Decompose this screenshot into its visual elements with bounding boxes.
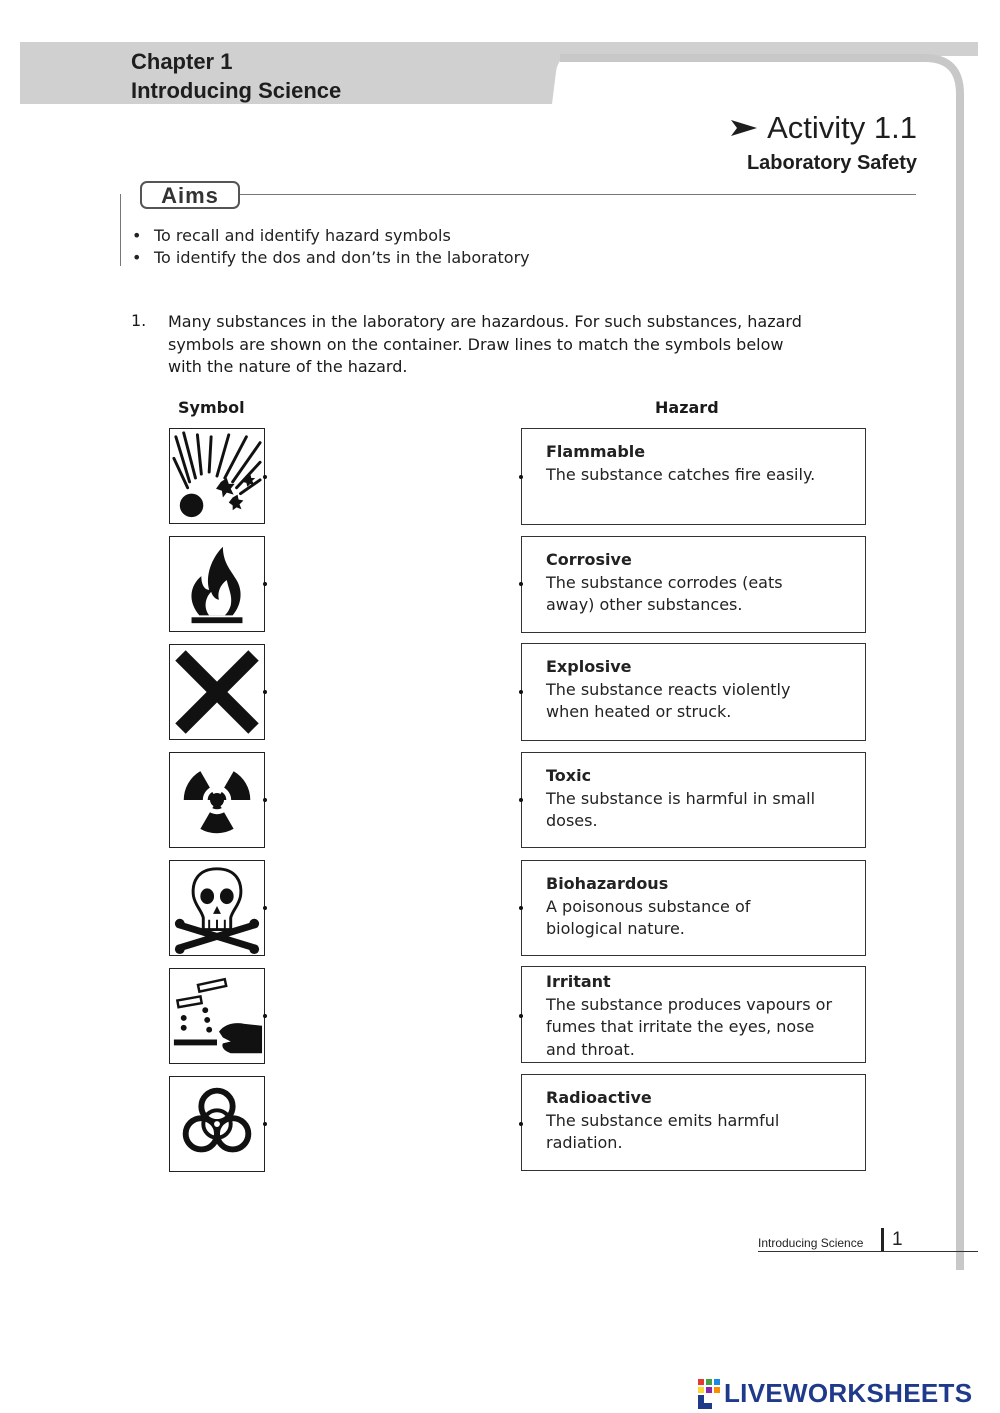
hazard-description: The substance is harmful in small doses. bbox=[546, 788, 816, 830]
symbol-connector-dot[interactable] bbox=[263, 582, 267, 586]
symbol-connector-dot[interactable] bbox=[263, 798, 267, 802]
hazard-box-irritant bbox=[521, 966, 866, 1063]
aim-item: • To identify the dos and don’ts in the laboratory bbox=[132, 248, 530, 267]
hazard-name: Biohazardous bbox=[546, 874, 669, 893]
footer-section-title: Introducing Science bbox=[758, 1236, 864, 1250]
hazard-description: A poisonous substance of biological nature. bbox=[546, 896, 751, 938]
chapter-label: Chapter 1 bbox=[131, 49, 233, 74]
hazard-box-flammable bbox=[521, 428, 866, 525]
hazard-box-explosive bbox=[521, 643, 866, 741]
activity-title: Activity 1.1 bbox=[767, 110, 917, 145]
hazard-connector-dot[interactable] bbox=[519, 690, 523, 694]
symbol-connector-dot[interactable] bbox=[263, 690, 267, 694]
page-number: 1 bbox=[892, 1229, 903, 1250]
symbol-connector-dot[interactable] bbox=[263, 475, 267, 479]
hazard-description: The substance corrodes (eats away) other substances. bbox=[546, 572, 783, 614]
radioactive-symbol bbox=[169, 752, 265, 848]
hazard-description: The substance catches fire easily. bbox=[546, 464, 816, 484]
aims-badge: Aims bbox=[140, 181, 240, 209]
hazard-column-heading: Hazard bbox=[655, 398, 719, 417]
hazard-connector-dot[interactable] bbox=[519, 1014, 523, 1018]
hazard-name: Toxic bbox=[546, 766, 592, 785]
footer-divider bbox=[881, 1228, 884, 1252]
hazard-name: Explosive bbox=[546, 657, 632, 676]
hazard-box-biohazardous bbox=[521, 860, 866, 956]
chapter-title: Introducing Science bbox=[131, 78, 342, 103]
biohazard-icon bbox=[170, 1077, 264, 1171]
footer-rule bbox=[758, 1251, 978, 1252]
hazard-box-radioactive bbox=[521, 1074, 866, 1171]
hazard-name: Radioactive bbox=[546, 1088, 652, 1107]
aim-item: • To recall and identify hazard symbols bbox=[132, 226, 451, 245]
hazard-connector-dot[interactable] bbox=[519, 798, 523, 802]
watermark-text: LIVEWORKSHEETS bbox=[724, 1378, 973, 1408]
symbol-connector-dot[interactable] bbox=[263, 1122, 267, 1126]
corrosive-symbol bbox=[169, 968, 265, 1064]
hazard-box-corrosive bbox=[521, 536, 866, 633]
question-number: 1. bbox=[131, 311, 147, 330]
radioactive-icon bbox=[170, 753, 264, 847]
symbol-connector-dot[interactable] bbox=[263, 1014, 267, 1018]
biohazard-symbol bbox=[169, 1076, 265, 1172]
liveworksheets-watermark[interactable] bbox=[698, 1378, 972, 1409]
hazard-name: Corrosive bbox=[546, 550, 632, 569]
liveworksheets-logo-icon bbox=[698, 1379, 720, 1409]
explosive-icon bbox=[170, 429, 264, 523]
irritant-x-icon bbox=[170, 645, 264, 739]
explosive-symbol bbox=[169, 428, 265, 524]
hazard-connector-dot[interactable] bbox=[519, 906, 523, 910]
symbol-connector-dot[interactable] bbox=[263, 906, 267, 910]
hazard-connector-dot[interactable] bbox=[519, 582, 523, 586]
flammable-icon bbox=[170, 537, 264, 631]
symbol-column-heading: Symbol bbox=[178, 398, 245, 417]
question-text: Many substances in the laboratory are hazardous. For such substances, hazard symbols are shown on the container. Draw lines to match the symbols below with the nature of the hazard. bbox=[168, 312, 802, 376]
hazard-name: Irritant bbox=[546, 972, 611, 991]
hazard-box-toxic bbox=[521, 752, 866, 848]
toxic-skull-icon bbox=[170, 861, 264, 955]
corrosive-icon bbox=[170, 969, 264, 1063]
aims-divider bbox=[240, 194, 916, 195]
aims-side-rule bbox=[120, 194, 121, 266]
irritant-symbol bbox=[169, 644, 265, 740]
toxic-symbol bbox=[169, 860, 265, 956]
hazard-name: Flammable bbox=[546, 442, 646, 461]
flammable-symbol bbox=[169, 536, 265, 632]
hazard-description: The substance produces vapours or fumes that irritate the eyes, nose and throat. bbox=[546, 994, 833, 1059]
hazard-connector-dot[interactable] bbox=[519, 1122, 523, 1126]
hazard-connector-dot[interactable] bbox=[519, 475, 523, 479]
hazard-description: The substance reacts violently when heated or struck. bbox=[546, 679, 791, 721]
activity-heading bbox=[731, 110, 917, 146]
arrow-right-icon bbox=[731, 118, 757, 138]
hazard-description: The substance emits harmful radiation. bbox=[546, 1110, 780, 1152]
activity-subtitle: Laboratory Safety bbox=[746, 152, 917, 174]
